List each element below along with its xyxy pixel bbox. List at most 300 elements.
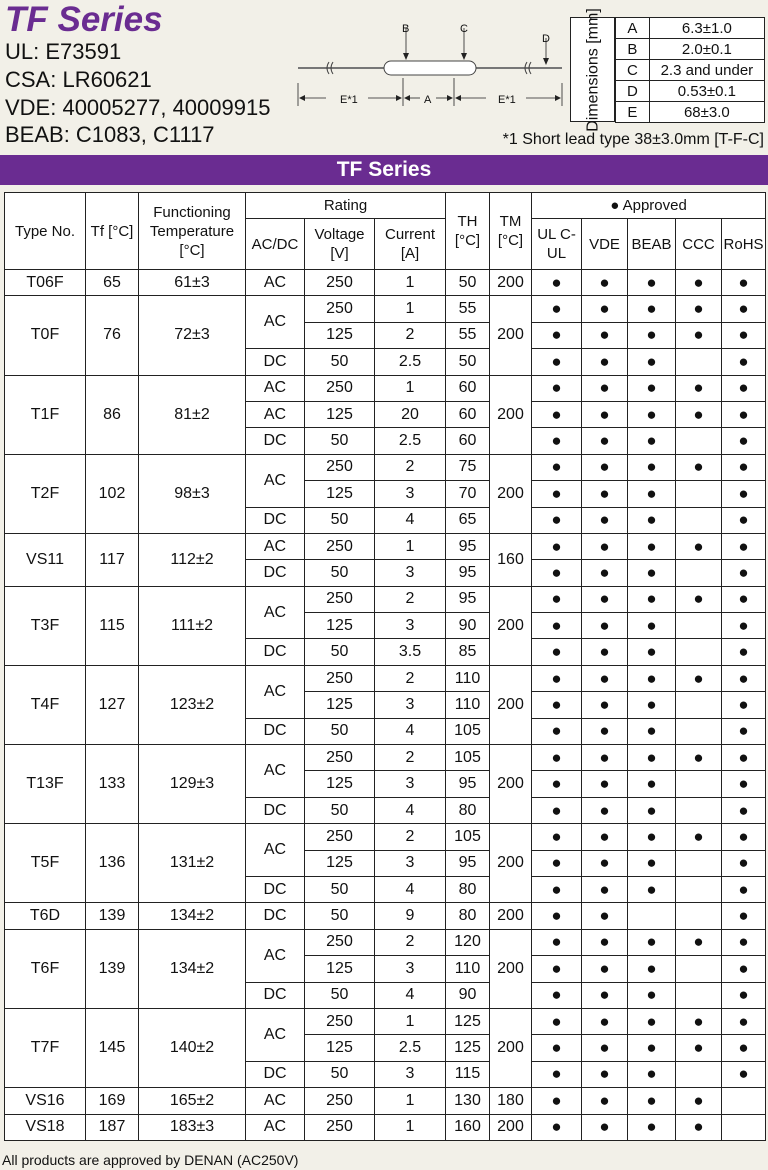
approval-rohs-cell bbox=[722, 718, 766, 744]
approval-ul-cell bbox=[532, 296, 582, 322]
current-cell: 3 bbox=[375, 481, 446, 507]
current-cell: 1 bbox=[375, 296, 446, 322]
voltage-cell: 250 bbox=[305, 929, 375, 955]
approved-dot-icon: ● bbox=[693, 1117, 704, 1137]
approval-beab-cell bbox=[628, 401, 676, 427]
approved-dot-icon: ● bbox=[738, 774, 749, 794]
current-cell: 3 bbox=[375, 850, 446, 876]
type-no-cell: T1F bbox=[5, 375, 86, 454]
type-no-cell: VS18 bbox=[5, 1114, 86, 1140]
acdc-cell: AC bbox=[246, 401, 305, 427]
tm-cell: 200 bbox=[490, 824, 532, 903]
voltage-cell: 250 bbox=[305, 1088, 375, 1114]
approval-ul-cell bbox=[532, 956, 582, 982]
voltage-cell: 125 bbox=[305, 481, 375, 507]
approval-rohs-cell bbox=[722, 375, 766, 401]
approval-vde-cell bbox=[582, 1061, 628, 1087]
approved-dot-icon: ● bbox=[693, 1011, 704, 1031]
approval-beab-cell bbox=[628, 481, 676, 507]
table-row bbox=[5, 533, 766, 559]
table-row bbox=[5, 903, 766, 929]
approval-ccc-cell bbox=[676, 956, 722, 982]
approval-ul-cell bbox=[532, 929, 582, 955]
th-cell: 80 bbox=[446, 876, 490, 902]
approval-beab-cell bbox=[628, 718, 676, 744]
th-cell: 105 bbox=[446, 718, 490, 744]
header-rating: Rating bbox=[246, 193, 446, 219]
tf-cell: 169 bbox=[86, 1088, 139, 1114]
approved-dot-icon: ● bbox=[646, 1064, 657, 1084]
approval-vde-cell bbox=[582, 876, 628, 902]
approved-dot-icon: ● bbox=[646, 642, 657, 662]
voltage-cell: 250 bbox=[305, 454, 375, 480]
approved-dot-icon: ● bbox=[646, 932, 657, 952]
approved-dot-icon: ● bbox=[646, 774, 657, 794]
diagram-label-d: D bbox=[542, 33, 550, 45]
approval-ccc-cell bbox=[676, 982, 722, 1008]
approved-dot-icon: ● bbox=[599, 1011, 610, 1031]
approval-ul-cell bbox=[532, 665, 582, 691]
functioning-temp-cell: 134±2 bbox=[139, 903, 246, 929]
approval-rohs-cell bbox=[722, 745, 766, 771]
th-cell: 60 bbox=[446, 375, 490, 401]
approval-vde-cell bbox=[582, 270, 628, 296]
approved-dot-icon: ● bbox=[646, 536, 657, 556]
tm-cell: 200 bbox=[490, 296, 532, 375]
approval-beab-cell bbox=[628, 1008, 676, 1034]
current-cell: 3 bbox=[375, 560, 446, 586]
approval-ul-cell bbox=[532, 507, 582, 533]
current-cell: 2 bbox=[375, 824, 446, 850]
approved-dot-icon: ● bbox=[646, 378, 657, 398]
acdc-cell: DC bbox=[246, 903, 305, 929]
approval-ccc-cell bbox=[676, 1035, 722, 1061]
approval-ccc-cell bbox=[676, 824, 722, 850]
th-cell: 55 bbox=[446, 296, 490, 322]
spec-table-wrapper bbox=[4, 192, 765, 1141]
approved-dot-icon: ● bbox=[551, 642, 562, 662]
voltage-cell: 250 bbox=[305, 296, 375, 322]
th-cell: 105 bbox=[446, 745, 490, 771]
type-no-cell: T0F bbox=[5, 296, 86, 375]
tf-cell: 65 bbox=[86, 270, 139, 296]
approval-vde-cell bbox=[582, 322, 628, 348]
approval-beab-cell bbox=[628, 903, 676, 929]
approval-vde-cell bbox=[582, 507, 628, 533]
approval-ul-cell bbox=[532, 533, 582, 559]
th-cell: 70 bbox=[446, 481, 490, 507]
approved-dot-icon: ● bbox=[646, 800, 657, 820]
current-cell: 1 bbox=[375, 533, 446, 559]
approval-vde-cell bbox=[582, 401, 628, 427]
type-no-cell: VS16 bbox=[5, 1088, 86, 1114]
approved-dot-icon: ● bbox=[646, 404, 657, 424]
dimension-key: E bbox=[616, 102, 650, 123]
current-cell: 2 bbox=[375, 454, 446, 480]
approval-rohs-cell bbox=[722, 850, 766, 876]
approval-ccc-cell bbox=[676, 876, 722, 902]
approved-dot-icon: ● bbox=[646, 1011, 657, 1031]
header-vde: VDE bbox=[582, 219, 628, 270]
th-cell: 65 bbox=[446, 507, 490, 533]
dimension-value: 0.53±0.1 bbox=[649, 81, 764, 102]
approved-dot-icon: ● bbox=[599, 642, 610, 662]
approved-dot-icon: ● bbox=[738, 615, 749, 635]
approved-dot-icon: ● bbox=[551, 562, 562, 582]
approved-dot-icon: ● bbox=[738, 404, 749, 424]
approval-vde-cell bbox=[582, 745, 628, 771]
current-cell: 2 bbox=[375, 586, 446, 612]
th-cell: 80 bbox=[446, 797, 490, 823]
table-row bbox=[5, 1008, 766, 1034]
approved-dot-icon: ● bbox=[693, 1038, 704, 1058]
approved-dot-icon: ● bbox=[599, 589, 610, 609]
approval-ul-cell bbox=[532, 876, 582, 902]
approved-dot-icon: ● bbox=[551, 1011, 562, 1031]
approval-ccc-cell bbox=[676, 270, 722, 296]
approval-vde-cell bbox=[582, 850, 628, 876]
approval-vde-cell bbox=[582, 692, 628, 718]
approval-vde-cell bbox=[582, 613, 628, 639]
approved-dot-icon: ● bbox=[599, 272, 610, 292]
approval-ul-cell bbox=[532, 1008, 582, 1034]
header-type-no: Type No. bbox=[5, 193, 86, 270]
approved-dot-icon: ● bbox=[738, 562, 749, 582]
approved-dot-icon: ● bbox=[599, 906, 610, 926]
approval-rohs-cell bbox=[722, 824, 766, 850]
approval-ccc-cell bbox=[676, 375, 722, 401]
approved-dot-icon: ● bbox=[738, 1011, 749, 1031]
approval-ul-cell bbox=[532, 797, 582, 823]
approved-dot-icon: ● bbox=[551, 694, 562, 714]
approval-ccc-cell bbox=[676, 797, 722, 823]
voltage-cell: 50 bbox=[305, 428, 375, 454]
cert-vde: VDE: 40005277, 40009915 bbox=[5, 95, 271, 120]
approval-vde-cell bbox=[582, 982, 628, 1008]
acdc-cell: AC bbox=[246, 533, 305, 559]
approved-dot-icon: ● bbox=[738, 483, 749, 503]
voltage-cell: 50 bbox=[305, 507, 375, 533]
approval-rohs-cell bbox=[722, 665, 766, 691]
approved-dot-icon: ● bbox=[599, 1090, 610, 1110]
th-cell: 95 bbox=[446, 586, 490, 612]
voltage-cell: 125 bbox=[305, 692, 375, 718]
cert-beab: BEAB: C1083, C1117 bbox=[5, 122, 215, 147]
voltage-cell: 250 bbox=[305, 1008, 375, 1034]
voltage-cell: 125 bbox=[305, 850, 375, 876]
approval-ccc-cell bbox=[676, 613, 722, 639]
dimension-key: C bbox=[616, 60, 650, 81]
current-cell: 4 bbox=[375, 718, 446, 744]
tf-cell: 133 bbox=[86, 745, 139, 824]
approved-dot-icon: ● bbox=[738, 272, 749, 292]
approved-dot-icon: ● bbox=[646, 1117, 657, 1137]
functioning-temp-cell: 61±3 bbox=[139, 270, 246, 296]
table-row bbox=[5, 929, 766, 955]
acdc-cell: AC bbox=[246, 929, 305, 982]
voltage-cell: 50 bbox=[305, 1061, 375, 1087]
approved-dot-icon: ● bbox=[551, 958, 562, 978]
page-title: TF Series bbox=[5, 0, 163, 39]
dimension-value: 2.3 and under bbox=[649, 60, 764, 81]
approval-rohs-cell bbox=[722, 639, 766, 665]
voltage-cell: 125 bbox=[305, 956, 375, 982]
spec-table bbox=[4, 192, 766, 1141]
approval-beab-cell bbox=[628, 428, 676, 454]
tf-cell: 136 bbox=[86, 824, 139, 903]
approval-rohs-cell bbox=[722, 296, 766, 322]
approval-ccc-cell bbox=[676, 639, 722, 665]
dimensions-label: Dimensions [mm] bbox=[584, 8, 602, 132]
approved-dot-icon: ● bbox=[646, 431, 657, 451]
approved-dot-icon: ● bbox=[738, 668, 749, 688]
acdc-cell: DC bbox=[246, 349, 305, 375]
th-cell: 90 bbox=[446, 982, 490, 1008]
approved-dot-icon: ● bbox=[738, 536, 749, 556]
voltage-cell: 250 bbox=[305, 586, 375, 612]
approved-dot-icon: ● bbox=[599, 325, 610, 345]
current-cell: 1 bbox=[375, 1114, 446, 1140]
approval-beab-cell bbox=[628, 613, 676, 639]
approval-beab-cell bbox=[628, 745, 676, 771]
approval-ccc-cell bbox=[676, 296, 722, 322]
voltage-cell: 125 bbox=[305, 322, 375, 348]
th-cell: 90 bbox=[446, 613, 490, 639]
approval-beab-cell bbox=[628, 1035, 676, 1061]
th-cell: 50 bbox=[446, 270, 490, 296]
diagram-label-b: B bbox=[402, 23, 410, 35]
approved-dot-icon: ● bbox=[646, 589, 657, 609]
dimension-row bbox=[616, 60, 765, 81]
current-cell: 2 bbox=[375, 322, 446, 348]
approval-ccc-cell bbox=[676, 586, 722, 612]
approval-ccc-cell bbox=[676, 1008, 722, 1034]
type-no-cell: T6D bbox=[5, 903, 86, 929]
approved-dot-icon: ● bbox=[693, 272, 704, 292]
spec-table-body bbox=[5, 270, 766, 1141]
voltage-cell: 50 bbox=[305, 797, 375, 823]
current-cell: 4 bbox=[375, 982, 446, 1008]
functioning-temp-cell: 123±2 bbox=[139, 665, 246, 744]
approval-ccc-cell bbox=[676, 718, 722, 744]
voltage-cell: 125 bbox=[305, 1035, 375, 1061]
approved-dot-icon: ● bbox=[693, 457, 704, 477]
voltage-cell: 250 bbox=[305, 375, 375, 401]
current-cell: 2 bbox=[375, 929, 446, 955]
approved-dot-icon: ● bbox=[646, 457, 657, 477]
tm-cell: 200 bbox=[490, 375, 532, 454]
approved-dot-icon: ● bbox=[551, 879, 562, 899]
table-row bbox=[5, 296, 766, 322]
tm-cell: 160 bbox=[490, 533, 532, 586]
current-cell: 4 bbox=[375, 797, 446, 823]
approval-ccc-cell bbox=[676, 401, 722, 427]
approved-dot-icon: ● bbox=[646, 958, 657, 978]
approval-beab-cell bbox=[628, 296, 676, 322]
approval-ul-cell bbox=[532, 745, 582, 771]
table-row bbox=[5, 745, 766, 771]
approval-rohs-cell bbox=[722, 270, 766, 296]
type-no-cell: T5F bbox=[5, 824, 86, 903]
approval-rohs-cell bbox=[722, 982, 766, 1008]
th-cell: 110 bbox=[446, 956, 490, 982]
th-cell: 115 bbox=[446, 1061, 490, 1087]
approved-dot-icon: ● bbox=[646, 562, 657, 582]
fuse-dimension-diagram bbox=[296, 18, 564, 113]
approval-beab-cell bbox=[628, 929, 676, 955]
voltage-cell: 250 bbox=[305, 533, 375, 559]
approved-dot-icon: ● bbox=[738, 932, 749, 952]
approval-vde-cell bbox=[582, 533, 628, 559]
approval-rohs-cell bbox=[722, 322, 766, 348]
current-cell: 3 bbox=[375, 1061, 446, 1087]
approval-vde-cell bbox=[582, 296, 628, 322]
tf-cell: 115 bbox=[86, 586, 139, 665]
approved-dot-icon: ● bbox=[738, 958, 749, 978]
acdc-cell: AC bbox=[246, 270, 305, 296]
approval-rohs-cell bbox=[722, 454, 766, 480]
dimensions-table bbox=[615, 17, 765, 123]
th-cell: 125 bbox=[446, 1008, 490, 1034]
acdc-cell: AC bbox=[246, 665, 305, 718]
functioning-temp-cell: 112±2 bbox=[139, 533, 246, 586]
current-cell: 3 bbox=[375, 771, 446, 797]
approved-dot-icon: ● bbox=[551, 457, 562, 477]
functioning-temp-cell: 140±2 bbox=[139, 1008, 246, 1087]
approved-dot-icon: ● bbox=[551, 325, 562, 345]
approved-dot-icon: ● bbox=[646, 325, 657, 345]
approval-ccc-cell bbox=[676, 929, 722, 955]
th-cell: 160 bbox=[446, 1114, 490, 1140]
approval-ccc-cell bbox=[676, 454, 722, 480]
approved-dot-icon: ● bbox=[599, 536, 610, 556]
approved-dot-icon: ● bbox=[646, 985, 657, 1005]
functioning-temp-cell: 131±2 bbox=[139, 824, 246, 903]
approved-dot-icon: ● bbox=[738, 351, 749, 371]
approved-dot-icon: ● bbox=[738, 747, 749, 767]
approval-ccc-cell bbox=[676, 533, 722, 559]
approval-vde-cell bbox=[582, 956, 628, 982]
approval-rohs-cell bbox=[722, 692, 766, 718]
approved-dot-icon: ● bbox=[599, 774, 610, 794]
current-cell: 1 bbox=[375, 1008, 446, 1034]
approved-dot-icon: ● bbox=[599, 721, 610, 741]
acdc-cell: DC bbox=[246, 560, 305, 586]
type-no-cell: T7F bbox=[5, 1008, 86, 1087]
approval-ccc-cell bbox=[676, 745, 722, 771]
approved-dot-icon: ● bbox=[738, 826, 749, 846]
th-cell: 130 bbox=[446, 1088, 490, 1114]
approval-ul-cell bbox=[532, 850, 582, 876]
type-no-cell: T2F bbox=[5, 454, 86, 533]
acdc-cell: AC bbox=[246, 824, 305, 877]
approved-dot-icon: ● bbox=[646, 272, 657, 292]
voltage-cell: 250 bbox=[305, 1114, 375, 1140]
type-no-cell: VS11 bbox=[5, 533, 86, 586]
approval-beab-cell bbox=[628, 586, 676, 612]
th-cell: 95 bbox=[446, 533, 490, 559]
approved-dot-icon: ● bbox=[599, 510, 610, 530]
approval-rohs-cell bbox=[722, 507, 766, 533]
approval-vde-cell bbox=[582, 1088, 628, 1114]
voltage-cell: 250 bbox=[305, 270, 375, 296]
functioning-temp-cell: 81±2 bbox=[139, 375, 246, 454]
approved-dot-icon: ● bbox=[738, 879, 749, 899]
approval-beab-cell bbox=[628, 1061, 676, 1087]
approved-dot-icon: ● bbox=[646, 879, 657, 899]
current-cell: 3 bbox=[375, 692, 446, 718]
th-cell: 110 bbox=[446, 692, 490, 718]
th-cell: 95 bbox=[446, 771, 490, 797]
approved-dot-icon: ● bbox=[551, 853, 562, 873]
approved-dot-icon: ● bbox=[551, 668, 562, 688]
approved-dot-icon: ● bbox=[551, 932, 562, 952]
approval-vde-cell bbox=[582, 665, 628, 691]
approved-dot-icon: ● bbox=[599, 378, 610, 398]
dimension-value: 2.0±0.1 bbox=[649, 39, 764, 60]
approved-dot-icon: ● bbox=[599, 404, 610, 424]
dimension-key: A bbox=[616, 18, 650, 39]
th-cell: 105 bbox=[446, 824, 490, 850]
table-row bbox=[5, 454, 766, 480]
approved-dot-icon: ● bbox=[599, 457, 610, 477]
approval-ul-cell bbox=[532, 586, 582, 612]
acdc-cell: DC bbox=[246, 718, 305, 744]
dimension-value: 6.3±1.0 bbox=[649, 18, 764, 39]
approved-dot-icon: ● bbox=[551, 747, 562, 767]
tf-cell: 86 bbox=[86, 375, 139, 454]
diagram-label-c: C bbox=[460, 23, 468, 35]
tm-cell: 200 bbox=[490, 586, 532, 665]
acdc-cell: DC bbox=[246, 797, 305, 823]
current-cell: 2.5 bbox=[375, 1035, 446, 1061]
approval-ul-cell bbox=[532, 982, 582, 1008]
approved-dot-icon: ● bbox=[599, 932, 610, 952]
current-cell: 2 bbox=[375, 745, 446, 771]
approval-ccc-cell bbox=[676, 322, 722, 348]
approved-dot-icon: ● bbox=[646, 747, 657, 767]
approved-dot-icon: ● bbox=[599, 800, 610, 820]
dimension-key: B bbox=[616, 39, 650, 60]
current-cell: 3.5 bbox=[375, 639, 446, 665]
acdc-cell: DC bbox=[246, 428, 305, 454]
approval-beab-cell bbox=[628, 956, 676, 982]
approved-dot-icon: ● bbox=[693, 747, 704, 767]
tf-cell: 102 bbox=[86, 454, 139, 533]
header-tf: Tf [°C] bbox=[86, 193, 139, 270]
approved-dot-icon: ● bbox=[693, 404, 704, 424]
approved-dot-icon: ● bbox=[738, 457, 749, 477]
approval-rohs-cell bbox=[722, 903, 766, 929]
approval-ul-cell bbox=[532, 454, 582, 480]
current-cell: 9 bbox=[375, 903, 446, 929]
approval-ul-cell bbox=[532, 349, 582, 375]
approved-dot-icon: ● bbox=[551, 378, 562, 398]
th-cell: 95 bbox=[446, 560, 490, 586]
approval-ccc-cell bbox=[676, 560, 722, 586]
table-row bbox=[5, 586, 766, 612]
th-cell: 85 bbox=[446, 639, 490, 665]
approval-vde-cell bbox=[582, 639, 628, 665]
header-ul: UL C-UL bbox=[532, 219, 582, 270]
approved-dot-icon: ● bbox=[599, 431, 610, 451]
approval-vde-cell bbox=[582, 718, 628, 744]
th-cell: 75 bbox=[446, 454, 490, 480]
approval-ccc-cell bbox=[676, 1088, 722, 1114]
approval-ul-cell bbox=[532, 1114, 582, 1140]
approved-dot-icon: ● bbox=[738, 721, 749, 741]
tm-cell: 200 bbox=[490, 929, 532, 1008]
